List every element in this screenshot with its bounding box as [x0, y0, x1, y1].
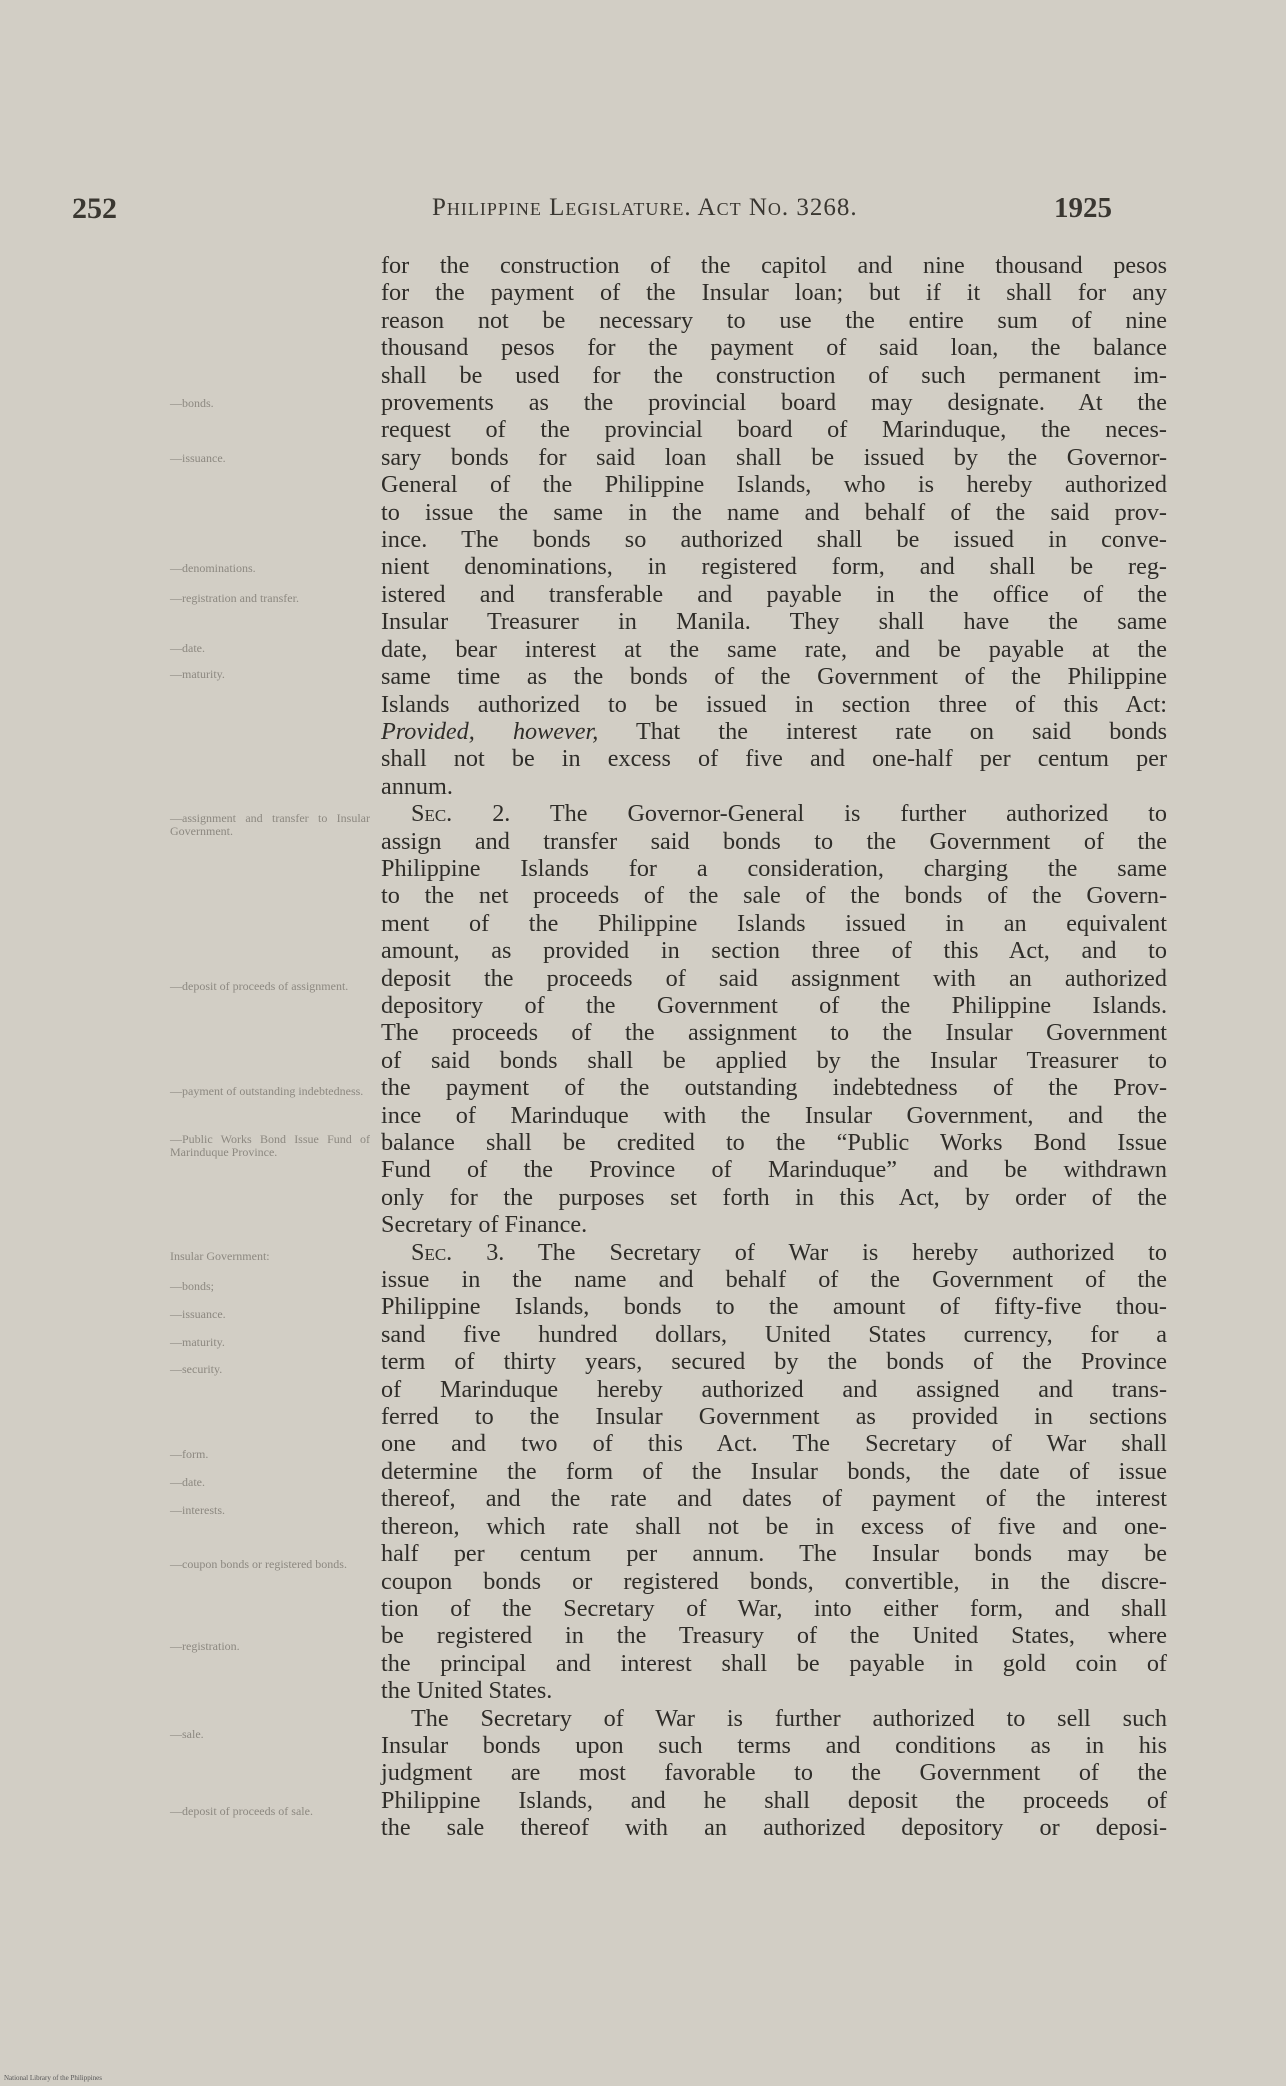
line-text: ince. The bonds so authorized shall be issued in conve- [381, 526, 1167, 554]
line-text: Philippine Islands for a consideration, charging the same [381, 854, 1167, 882]
margin-note: Insular Government: [170, 1249, 270, 1263]
line-text: half per centum per annum. The Insular bonds may be [381, 1540, 1167, 1568]
line-text: of said bonds shall be applied by the Insular Treasurer to [381, 1046, 1167, 1074]
line-text: to issue the same in the name and behalf of the said prov- [381, 498, 1167, 526]
text-line [381, 526, 1167, 553]
text-line [381, 1184, 1167, 1211]
line-text: thereof, and the rate and dates of payment of the interest [381, 1485, 1167, 1513]
line-text: The Governor-General is further authorized to [510, 800, 1167, 828]
section-label: Sec. 2. [411, 800, 511, 828]
text-line [381, 471, 1167, 498]
line-text: assign and transfer said bonds to the Government of the [381, 827, 1167, 855]
line-text: deposit the proceeds of said assignment with an authorized [381, 964, 1167, 992]
text-line [381, 1403, 1167, 1430]
footer-credit: National Library of the Philippines [4, 2074, 102, 2082]
line-text: for the construction of the capitol and nine thousand pesos [381, 252, 1167, 279]
line-text: request of the provincial board of Marinduque, the neces- [381, 416, 1167, 444]
text-line [381, 691, 1167, 718]
text-line [381, 1595, 1167, 1622]
line-text: date, bear interest at the same rate, and be payable at the [381, 635, 1167, 663]
line-text: determine the form of the Insular bonds, the date of issue [381, 1457, 1167, 1485]
line-text: sary bonds for said loan shall be issued by the Governor- [381, 443, 1167, 471]
margin-note: —maturity. [170, 1335, 225, 1349]
line-text: reason not be necessary to use the entire sum of nine [381, 306, 1167, 334]
text-line [381, 1622, 1167, 1649]
line-text: Philippine Islands, and he shall deposit the proceeds of [381, 1786, 1167, 1814]
margin-note: —issuance. [170, 451, 226, 465]
line-text: annum. [381, 772, 453, 800]
margin-note: —deposit of proceeds of sale. [170, 1804, 313, 1818]
margin-note: —registration and transfer. [170, 591, 299, 605]
line-text: tion of the Secretary of War, into either form, and shall [381, 1594, 1167, 1622]
text-line [381, 1513, 1167, 1540]
text-line [381, 1266, 1167, 1293]
line-text: for the payment of the Insular loan; but if it shall for any [381, 279, 1167, 307]
text-line [381, 553, 1167, 580]
text-line [381, 1129, 1167, 1156]
proviso-italic: Provided, however, [381, 717, 599, 745]
text-line [381, 992, 1167, 1019]
text-line [381, 1156, 1167, 1183]
line-text: coupon bonds or registered bonds, convertible, in the discre- [381, 1567, 1167, 1595]
text-line [381, 279, 1167, 306]
text-line [381, 1650, 1167, 1677]
line-text: shall be used for the construction of such permanent im- [381, 361, 1167, 389]
line-text: nient denominations, in registered form, and shall be reg- [381, 553, 1167, 581]
line-text: ferred to the Insular Government as provided in sections [381, 1403, 1167, 1431]
line-text: one and two of this Act. The Secretary of War shall [381, 1430, 1167, 1458]
text-line [381, 389, 1167, 416]
text-line [381, 1211, 1167, 1238]
text-line [381, 663, 1167, 690]
line-text: the principal and interest shall be payable in gold coin of [381, 1649, 1167, 1677]
line-text: Fund of the Province of Marinduque” and be withdrawn [381, 1156, 1167, 1184]
line-text: shall not be in excess of five and one-half per centum per [381, 745, 1167, 773]
text-line [381, 1458, 1167, 1485]
text-line [381, 1376, 1167, 1403]
text-line [381, 1732, 1167, 1759]
line-text: The Secretary of War is further authorized to sell such [411, 1704, 1167, 1732]
line-text: Islands authorized to be issued in section three of this Act: [381, 690, 1167, 718]
text-line [381, 1293, 1167, 1320]
running-head-year: 1925 [1054, 192, 1112, 224]
line-text: judgment are most favorable to the Government of the [381, 1759, 1167, 1787]
text-line [381, 718, 1167, 745]
text-line [381, 362, 1167, 389]
text-line [381, 1485, 1167, 1512]
margin-note: —registration. [170, 1639, 240, 1653]
text-line [381, 1814, 1167, 1841]
line-text: ince of Marinduque with the Insular Government, and the [381, 1101, 1167, 1129]
margin-note: —bonds. [170, 396, 214, 410]
margin-note: —date. [170, 641, 205, 655]
line-text: of Marinduque hereby authorized and assigned and trans- [381, 1375, 1167, 1403]
line-text: Insular Treasurer in Manila. They shall have the same [381, 608, 1167, 636]
margin-note: —form. [170, 1447, 209, 1461]
line-text: issue in the name and behalf of the Government of the [381, 1266, 1167, 1294]
line-text: The proceeds of the assignment to the Insular Government [381, 1019, 1167, 1047]
line-text: General of the Philippine Islands, who is hereby authorized [381, 471, 1167, 499]
line-text: thereon, which rate shall not be in excess of five and one- [381, 1512, 1167, 1540]
line-text: be registered in the Treasury of the United States, where [381, 1622, 1167, 1650]
page-number: 252 [72, 192, 117, 225]
line-text: That the interest rate on said bonds [598, 717, 1167, 745]
line-text: only for the purposes set forth in this Act, by order of the [381, 1183, 1167, 1211]
line-text: Secretary of Finance. [381, 1211, 588, 1239]
text-line [381, 910, 1167, 937]
page-header [72, 192, 1112, 232]
text-line [381, 1348, 1167, 1375]
line-text: balance shall be credited to the “Public Works Bond Issue [381, 1129, 1167, 1156]
margin-note: —security. [170, 1362, 223, 1376]
line-text: Insular bonds upon such terms and conditions as in his [381, 1731, 1167, 1759]
text-line [381, 1321, 1167, 1348]
margin-note: —payment of outstanding indebtedness. [170, 1084, 364, 1098]
margin-note: —sale. [170, 1727, 204, 1741]
text-line [381, 581, 1167, 608]
margin-note: —issuance. [170, 1307, 226, 1321]
line-text: istered and transferable and payable in the office of the [381, 580, 1167, 608]
margin-note: —interests. [170, 1503, 225, 1517]
line-text: the United States. [381, 1677, 553, 1705]
text-line [381, 965, 1167, 992]
line-text: Philippine Islands, bonds to the amount of fifty-five thou- [381, 1293, 1167, 1321]
section-label: Sec. 3. [411, 1238, 505, 1266]
text-line [381, 1019, 1167, 1046]
line-text: amount, as provided in section three of this Act, and to [381, 937, 1167, 965]
text-line [381, 1074, 1167, 1101]
line-text: sand five hundred dollars, United States currency, for a [381, 1320, 1167, 1348]
line-text: ment of the Philippine Islands issued in an equivalent [381, 909, 1167, 937]
body-text [381, 252, 1167, 1842]
text-line [381, 1430, 1167, 1457]
text-line [381, 855, 1167, 882]
line-text: the payment of the outstanding indebtedness of the Prov- [381, 1074, 1167, 1102]
line-text: to the net proceeds of the sale of the bonds of the Govern- [381, 882, 1167, 910]
text-line [381, 1677, 1167, 1704]
text-line [381, 1759, 1167, 1786]
line-text: term of thirty years, secured by the bonds of the Province [381, 1348, 1167, 1376]
text-line [381, 307, 1167, 334]
text-line [381, 636, 1167, 663]
margin-note: —maturity. [170, 667, 225, 681]
line-text: The Secretary of War is hereby authorized to [504, 1238, 1167, 1266]
margin-note: —assignment and transfer to Insular Government. [170, 811, 370, 838]
line-text: depository of the Government of the Philippine Islands. [381, 991, 1167, 1019]
text-line [381, 1047, 1167, 1074]
text-line [381, 1102, 1167, 1129]
margin-note: —date. [170, 1475, 205, 1489]
text-line [381, 828, 1167, 855]
text-line [381, 1787, 1167, 1814]
text-line [381, 882, 1167, 909]
margin-note: —denominations. [170, 561, 256, 575]
margin-note: —bonds; [170, 1279, 215, 1293]
text-line [381, 800, 1167, 827]
text-line [381, 745, 1167, 772]
text-line [381, 499, 1167, 526]
line-text: the sale thereof with an authorized depository or deposi- [381, 1814, 1167, 1842]
text-line [381, 334, 1167, 361]
text-line [381, 773, 1167, 800]
text-line [381, 1705, 1167, 1732]
text-line [381, 1568, 1167, 1595]
text-line [381, 444, 1167, 471]
running-head: Philippine Legislature. Act No. 3268. [432, 194, 858, 221]
text-line [381, 252, 1167, 279]
text-line [381, 1540, 1167, 1567]
line-text: same time as the bonds of the Government of the Philippine [381, 663, 1167, 691]
text-line [381, 1239, 1167, 1266]
margin-note: —deposit of proceeds of assignment. [170, 979, 349, 993]
line-text: provements as the provincial board may designate. At the [381, 389, 1167, 417]
line-text: thousand pesos for the payment of said loan, the balance [381, 334, 1167, 362]
text-line [381, 608, 1167, 635]
text-line [381, 937, 1167, 964]
text-line [381, 416, 1167, 443]
margin-note: —Public Works Bond Issue Fund of Marinduque Province. [170, 1132, 370, 1159]
margin-note: —coupon bonds or registered bonds. [170, 1557, 347, 1571]
